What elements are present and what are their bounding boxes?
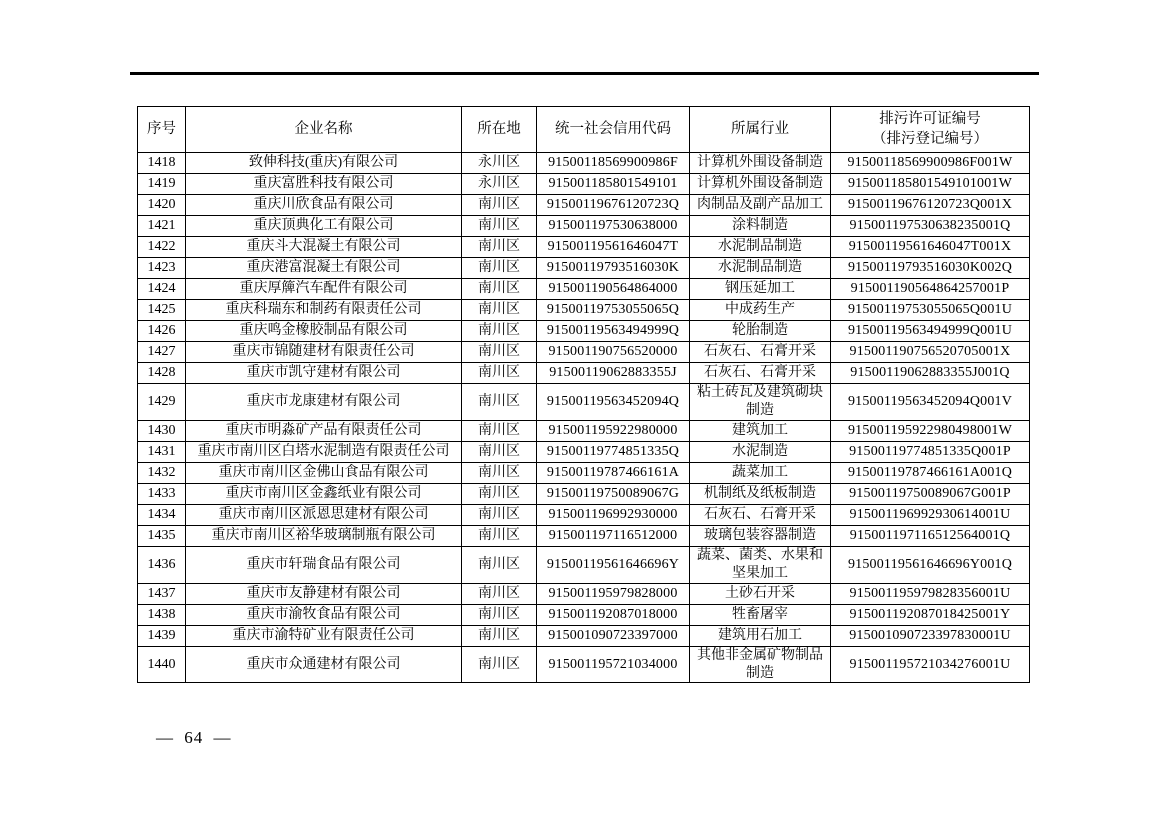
cell-credit-code: 915001190564864000: [537, 279, 690, 300]
cell-permit-no: 915001197116512564001Q: [831, 525, 1030, 546]
header-permit-line1: 排污许可证编号: [879, 110, 981, 127]
table-row: [138, 546, 1030, 583]
top-rule: [130, 72, 1039, 75]
cell-industry: 玻璃包装容器制造: [690, 525, 831, 546]
cell-district: 南川区: [462, 604, 537, 625]
table-row: [138, 384, 1030, 421]
table-row: [138, 216, 1030, 237]
cell-credit-code: 91500119753055065Q: [537, 300, 690, 321]
table-row: [138, 279, 1030, 300]
table-row: [138, 625, 1030, 646]
cell-permit-no: 91500119774851335Q001P: [831, 441, 1030, 462]
cell-industry: 粘土砖瓦及建筑砌块制造: [690, 384, 831, 421]
cell-credit-code: 91500119750089067G: [537, 483, 690, 504]
cell-company: 重庆市渝牧食品有限公司: [186, 604, 462, 625]
cell-seq: 1422: [138, 237, 186, 258]
cell-credit-code: 91500119062883355J: [537, 363, 690, 384]
cell-industry: 蔬菜加工: [690, 462, 831, 483]
cell-company: 致伸科技(重庆)有限公司: [186, 153, 462, 174]
cell-seq: 1425: [138, 300, 186, 321]
cell-district: 南川区: [462, 583, 537, 604]
cell-seq: 1438: [138, 604, 186, 625]
header-cell-credit-code: 统一社会信用代码: [537, 107, 690, 153]
cell-seq: 1424: [138, 279, 186, 300]
cell-permit-no: 915001192087018425001Y: [831, 604, 1030, 625]
cell-company: 重庆市龙康建材有限公司: [186, 384, 462, 421]
cell-credit-code: 91500119793516030K: [537, 258, 690, 279]
cell-credit-code: 91500119561646696Y: [537, 546, 690, 583]
permit-table: [137, 106, 1030, 683]
cell-seq: 1421: [138, 216, 186, 237]
cell-seq: 1419: [138, 174, 186, 195]
cell-seq: 1435: [138, 525, 186, 546]
cell-permit-no: 91500119563452094Q001V: [831, 384, 1030, 421]
cell-company: 重庆市南川区金鑫纸业有限公司: [186, 483, 462, 504]
cell-credit-code: 91500118569900986F: [537, 153, 690, 174]
cell-credit-code: 915001197116512000: [537, 525, 690, 546]
cell-credit-code: 91500119563452094Q: [537, 384, 690, 421]
cell-company: 重庆科瑞东和制药有限责任公司: [186, 300, 462, 321]
cell-industry: 其他非金属矿物制品制造: [690, 646, 831, 683]
cell-company: 重庆顶典化工有限公司: [186, 216, 462, 237]
cell-credit-code: 915001197530638000: [537, 216, 690, 237]
header-cell-seq: 序号: [138, 107, 186, 153]
cell-permit-no: 915001190756520705001X: [831, 342, 1030, 363]
cell-credit-code: 915001195979828000: [537, 583, 690, 604]
cell-seq: 1432: [138, 462, 186, 483]
cell-permit-no: 915001196992930614001U: [831, 504, 1030, 525]
cell-district: 南川区: [462, 300, 537, 321]
cell-industry: 机制纸及纸板制造: [690, 483, 831, 504]
table-body: [138, 153, 1030, 683]
cell-seq: 1431: [138, 441, 186, 462]
cell-credit-code: 91500119561646047T: [537, 237, 690, 258]
cell-credit-code: 915001195922980000: [537, 420, 690, 441]
cell-industry: 肉制品及副产品加工: [690, 195, 831, 216]
cell-credit-code: 915001196992930000: [537, 504, 690, 525]
table-row: [138, 153, 1030, 174]
cell-seq: 1430: [138, 420, 186, 441]
cell-company: 重庆市南川区裕华玻璃制瓶有限公司: [186, 525, 462, 546]
cell-district: 南川区: [462, 546, 537, 583]
cell-permit-no: 91500119793516030K002Q: [831, 258, 1030, 279]
cell-district: 永川区: [462, 174, 537, 195]
cell-company: 重庆港富混凝土有限公司: [186, 258, 462, 279]
cell-company: 重庆市众通建材有限公司: [186, 646, 462, 683]
cell-district: 南川区: [462, 646, 537, 683]
cell-permit-no: 915001090723397830001U: [831, 625, 1030, 646]
cell-seq: 1437: [138, 583, 186, 604]
cell-industry: 钢压延加工: [690, 279, 831, 300]
cell-permit-no: 915001195721034276001U: [831, 646, 1030, 683]
cell-company: 重庆市渝特矿业有限责任公司: [186, 625, 462, 646]
cell-district: 南川区: [462, 462, 537, 483]
cell-company: 重庆市南川区白塔水泥制造有限责任公司: [186, 441, 462, 462]
cell-industry: 中成药生产: [690, 300, 831, 321]
cell-industry: 水泥制品制造: [690, 237, 831, 258]
cell-seq: 1440: [138, 646, 186, 683]
cell-industry: 水泥制品制造: [690, 258, 831, 279]
cell-permit-no: 91500119750089067G001P: [831, 483, 1030, 504]
cell-permit-no: 91500119062883355J001Q: [831, 363, 1030, 384]
cell-district: 南川区: [462, 321, 537, 342]
cell-credit-code: 91500119563494999Q: [537, 321, 690, 342]
cell-credit-code: 915001190756520000: [537, 342, 690, 363]
header-cell-permit-no: [831, 107, 1030, 153]
cell-district: 南川区: [462, 504, 537, 525]
cell-credit-code: 91500119774851335Q: [537, 441, 690, 462]
cell-permit-no: 91500119563494999Q001U: [831, 321, 1030, 342]
cell-company: 重庆市南川区金佛山食品有限公司: [186, 462, 462, 483]
table-row: [138, 420, 1030, 441]
cell-industry: 牲畜屠宰: [690, 604, 831, 625]
cell-company: 重庆市友静建材有限公司: [186, 583, 462, 604]
cell-industry: 计算机外围设备制造: [690, 153, 831, 174]
cell-district: 南川区: [462, 195, 537, 216]
header-row: [138, 107, 1030, 153]
cell-permit-no: 91500119753055065Q001U: [831, 300, 1030, 321]
cell-company: 重庆斗大混凝土有限公司: [186, 237, 462, 258]
cell-credit-code: 915001195721034000: [537, 646, 690, 683]
cell-credit-code: 915001090723397000: [537, 625, 690, 646]
table-row: [138, 363, 1030, 384]
cell-seq: 1434: [138, 504, 186, 525]
cell-permit-no: 91500118569900986F001W: [831, 153, 1030, 174]
cell-industry: 建筑用石加工: [690, 625, 831, 646]
cell-seq: 1436: [138, 546, 186, 583]
page-number: — 64 —: [156, 728, 232, 747]
table-row: [138, 441, 1030, 462]
cell-industry: 土砂石开采: [690, 583, 831, 604]
table-row: [138, 195, 1030, 216]
cell-company: 重庆市凯守建材有限公司: [186, 363, 462, 384]
cell-permit-no: 915001195979828356001U: [831, 583, 1030, 604]
table-row: [138, 300, 1030, 321]
cell-district: 南川区: [462, 625, 537, 646]
cell-district: 南川区: [462, 279, 537, 300]
cell-industry: 石灰石、石膏开采: [690, 363, 831, 384]
cell-permit-no: 915001197530638235001Q: [831, 216, 1030, 237]
cell-industry: 涂料制造: [690, 216, 831, 237]
cell-permit-no: 91500119676120723Q001X: [831, 195, 1030, 216]
cell-industry: 蔬菜、菌类、水果和坚果加工: [690, 546, 831, 583]
cell-permit-no: 915001190564864257001P: [831, 279, 1030, 300]
cell-industry: 水泥制造: [690, 441, 831, 462]
cell-company: 重庆市轩瑞食品有限公司: [186, 546, 462, 583]
table-row: [138, 483, 1030, 504]
cell-permit-no: 915001195922980498001W: [831, 420, 1030, 441]
cell-company: 重庆市锦随建材有限责任公司: [186, 342, 462, 363]
cell-industry: 石灰石、石膏开采: [690, 504, 831, 525]
cell-seq: 1428: [138, 363, 186, 384]
cell-district: 南川区: [462, 342, 537, 363]
cell-district: 南川区: [462, 237, 537, 258]
cell-company: 重庆富胜科技有限公司: [186, 174, 462, 195]
table-row: [138, 583, 1030, 604]
cell-seq: 1439: [138, 625, 186, 646]
cell-permit-no: 91500119561646696Y001Q: [831, 546, 1030, 583]
table-row: [138, 342, 1030, 363]
cell-district: 南川区: [462, 525, 537, 546]
cell-seq: 1426: [138, 321, 186, 342]
cell-industry: 建筑加工: [690, 420, 831, 441]
cell-seq: 1427: [138, 342, 186, 363]
cell-seq: 1418: [138, 153, 186, 174]
cell-district: 南川区: [462, 258, 537, 279]
cell-permit-no: 91500119561646047T001X: [831, 237, 1030, 258]
table-row: [138, 504, 1030, 525]
cell-credit-code: 91500119787466161A: [537, 462, 690, 483]
table-row: [138, 646, 1030, 683]
header-cell-industry: 所属行业: [690, 107, 831, 153]
header-cell-company: 企业名称: [186, 107, 462, 153]
header-permit-line2: （排污登记编号）: [872, 130, 988, 147]
cell-district: 南川区: [462, 420, 537, 441]
cell-company: 重庆市南川区派恩思建材有限公司: [186, 504, 462, 525]
cell-seq: 1429: [138, 384, 186, 421]
table-row: [138, 258, 1030, 279]
cell-district: 南川区: [462, 363, 537, 384]
cell-district: 南川区: [462, 384, 537, 421]
cell-credit-code: 915001185801549101: [537, 174, 690, 195]
cell-industry: 计算机外围设备制造: [690, 174, 831, 195]
cell-district: 南川区: [462, 441, 537, 462]
header-cell-district: 所在地: [462, 107, 537, 153]
cell-seq: 1420: [138, 195, 186, 216]
cell-industry: 轮胎制造: [690, 321, 831, 342]
table-row: [138, 237, 1030, 258]
cell-district: 永川区: [462, 153, 537, 174]
cell-seq: 1433: [138, 483, 186, 504]
cell-company: 重庆川欣食品有限公司: [186, 195, 462, 216]
table-row: [138, 462, 1030, 483]
cell-credit-code: 915001192087018000: [537, 604, 690, 625]
table-row: [138, 321, 1030, 342]
cell-district: 南川区: [462, 483, 537, 504]
cell-seq: 1423: [138, 258, 186, 279]
cell-industry: 石灰石、石膏开采: [690, 342, 831, 363]
table-row: [138, 174, 1030, 195]
cell-company: 重庆市明淼矿产品有限责任公司: [186, 420, 462, 441]
cell-permit-no: 91500119787466161A001Q: [831, 462, 1030, 483]
table-row: [138, 604, 1030, 625]
cell-credit-code: 91500119676120723Q: [537, 195, 690, 216]
cell-company: 重庆厚簰汽车配件有限公司: [186, 279, 462, 300]
table-row: [138, 525, 1030, 546]
cell-district: 南川区: [462, 216, 537, 237]
cell-company: 重庆鸣金橡胶制品有限公司: [186, 321, 462, 342]
cell-permit-no: 915001185801549101001W: [831, 174, 1030, 195]
